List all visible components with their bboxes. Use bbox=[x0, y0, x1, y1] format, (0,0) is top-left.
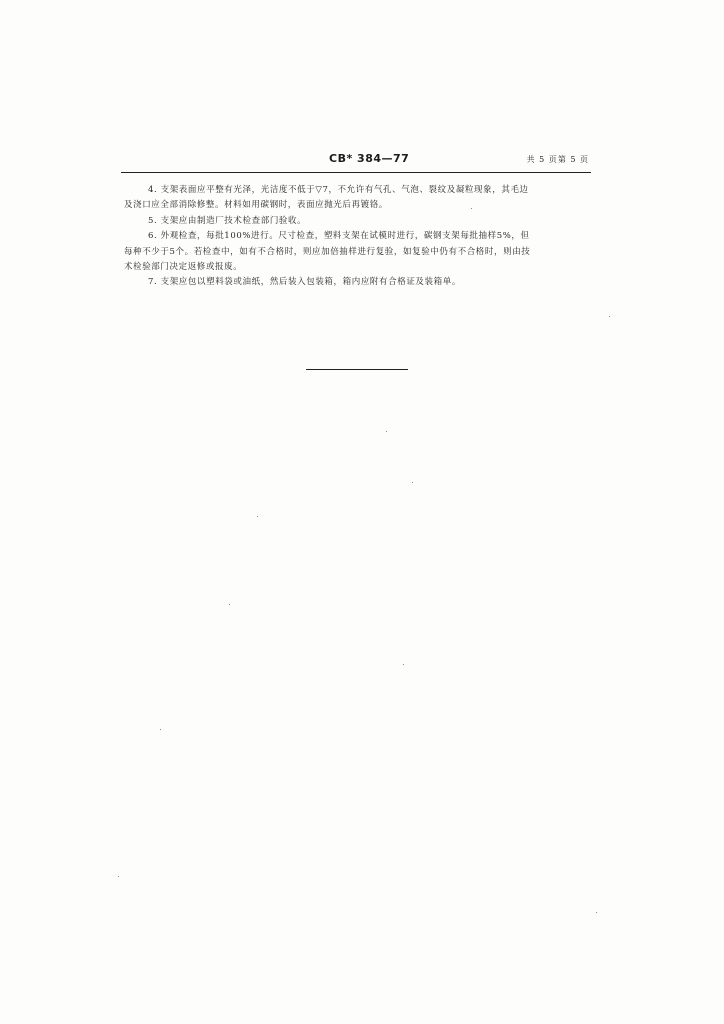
scan-speck bbox=[412, 482, 413, 483]
clause-7-line-1: 7. 支架应包以塑料袋或油纸，然后装入包装箱，箱内应附有合格证及装箱单。 bbox=[148, 277, 461, 288]
scan-speck bbox=[403, 664, 404, 665]
document-body bbox=[124, 183, 592, 291]
scan-speck bbox=[160, 729, 161, 730]
page-number-info: 共 5 页第 5 页 bbox=[526, 155, 589, 164]
scan-speck bbox=[386, 431, 387, 432]
scan-speck bbox=[229, 604, 230, 605]
standard-code: CB* 384—77 bbox=[329, 152, 410, 165]
page-header bbox=[121, 150, 591, 170]
clause-4-line-2: 及浇口应全部消除修整。材料如用碳钢时，表面应抛光后再镀铬。 bbox=[124, 200, 388, 211]
clause-4-line-1: 4. 支架表面应平整有光泽，光洁度不低于▽7，不允许有气孔、气泡、裂纹及凝粒现象，其毛边 bbox=[148, 185, 529, 195]
clause-6-line-3: 术检验部门决定返修或报废。 bbox=[124, 262, 243, 273]
scan-speck bbox=[118, 876, 119, 877]
scan-speck bbox=[596, 912, 597, 913]
scan-speck bbox=[257, 516, 258, 517]
clause-6-line-2: 每种不少于5个。若检查中，如有不合格时，则应加倍抽样进行复验，如复验中仍有不合格时，则由技 bbox=[124, 246, 531, 257]
scan-speck bbox=[471, 208, 472, 209]
clause-6-line-1: 6. 外观检查，每批100%进行。尺寸检查，塑料支架在试模时进行，碳钢支架每批抽样5%，但 bbox=[148, 231, 530, 242]
clause-5-line-1: 5. 支架应由制造厂技术检查部门验收。 bbox=[148, 215, 307, 226]
header-rule bbox=[121, 172, 591, 173]
scan-speck bbox=[609, 316, 610, 317]
end-of-document-rule bbox=[306, 369, 408, 370]
